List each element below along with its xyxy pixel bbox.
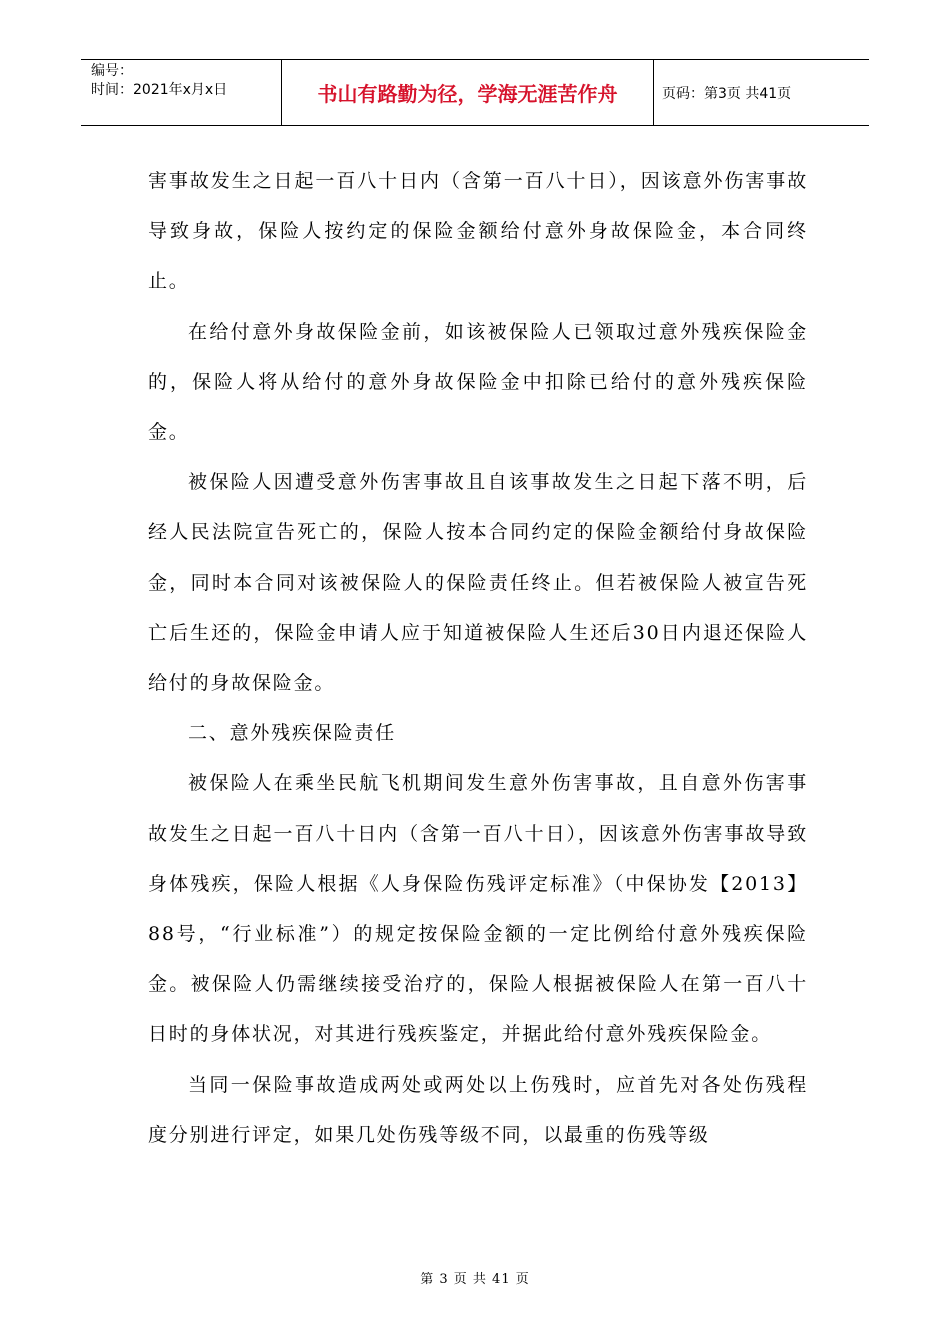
- document-date: 时间：2021年x月x日: [91, 82, 228, 98]
- header-meta: [81, 60, 281, 125]
- section-heading: 二、意外残疾保险责任: [188, 722, 397, 745]
- body-paragraph: 害事故发生之日起一百八十日内（含第一百八十日），因该意外伤害事故导致身故，保险人按约定的保险金额给付意外身故保险金，本合同终止。: [148, 170, 808, 293]
- document-body: [148, 156, 808, 1160]
- body-paragraph: 在给付意外身故保险金前，如该被保险人已领取过意外残疾保险金的，保险人将从给付的意外身故保险金中扣除已给付的意外残疾保险金。: [148, 320, 808, 444]
- body-paragraph: 被保险人因遭受意外伤害事故且自该事故发生之日起下落不明，后经人民法院宣告死亡的，保险人按本合同约定的保险金额给付身故保险金，同时本合同对该被保险人的保险责任终止。但若被保险人被宣告死亡后生还的，保险金申请人应于知道被保险人生还后30日内退还保险人给付的身故保险金。: [148, 471, 808, 695]
- page-header: [81, 59, 869, 126]
- header-page-info: 页码：第3页 共41页: [662, 85, 792, 102]
- body-paragraph: 当同一保险事故造成两处或两处以上伤残时，应首先对各处伤残程度分别进行评定，如果几处伤残等级不同，以最重的伤残等级: [148, 1073, 808, 1146]
- document-number-label: 编号：: [91, 63, 133, 79]
- body-paragraph: 被保险人在乘坐民航飞机期间发生意外伤害事故，且自意外伤害事故发生之日起一百八十日内（含第一百八十日），因该意外伤害事故导致身体残疾，保险人根据《人身保险伤残评定标准》（中保协发【2013】88号，“行业标准”）的规定按保险金额的一定比例给付意外残疾保险金。被保险人仍需继续接受治疗的，保险人根据被保险人在第一百八十日时的身体状况，对其进行残疾鉴定，并据此给付意外残疾保险金。: [148, 772, 808, 1046]
- header-motto: 书山有路勤为径，学海无涯苦作舟: [281, 60, 654, 125]
- page-footer: 第 3 页 共 41 页: [420, 1272, 530, 1287]
